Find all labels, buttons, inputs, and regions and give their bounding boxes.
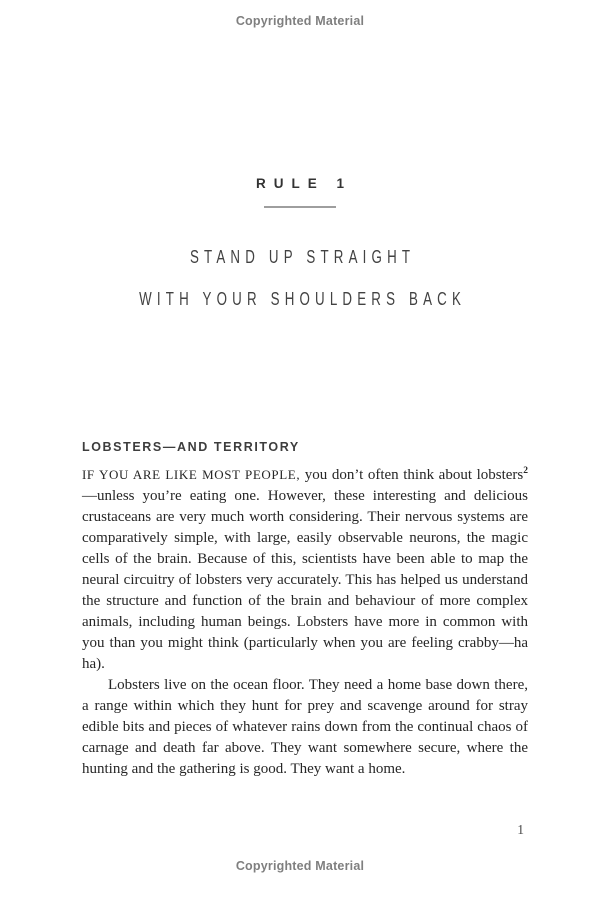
- copyright-notice-bottom: Copyrighted Material: [235, 859, 365, 873]
- paragraph-1-text-before-note: you don’t often think about lobsters: [300, 467, 524, 483]
- lead-in-small-caps: IF YOU ARE LIKE MOST PEOPLE,: [82, 467, 301, 482]
- chapter-title-line2: WITH YOUR SHOULDERS BACK: [139, 289, 467, 309]
- rule-number-kicker: RULE 1: [255, 176, 352, 191]
- divider-line: [264, 206, 336, 208]
- body-text: [82, 464, 528, 780]
- copyright-notice-top: Copyrighted Material: [235, 14, 365, 28]
- paragraph-1-text-after-note: —unless you’re eating one. However, these interesting and delicious crustaceans are very much worth considering. Their nervous systems are comparatively simple, with large, easily observable neurons, the magic cells of the brain. Because of this, scientists have been able to map the neural circuitry of lobsters very accurately. This has helped us understand the structure and function of the brain and behaviour of more complex animals, including human beings. Lobsters have more in common with you than you might think (particularly when you are feeling crabby—ha ha).: [82, 488, 528, 672]
- chapter-title-line1: STAND UP STRAIGHT: [189, 247, 416, 267]
- page-number: 1: [517, 822, 524, 837]
- chapter-title: [0, 236, 600, 320]
- section-heading: LOBSTERS—AND TERRITORY: [82, 440, 300, 454]
- footnote-marker: 2: [523, 466, 528, 476]
- body-paragraph-1: [82, 464, 528, 675]
- body-paragraph-2: Lobsters live on the ocean floor. They need a home base down there, a range within which they hunt for prey and scavenge around for stray edible bits and pieces of whatever rains down from the continual chaos of carnage and death far above. They want somewhere secure, where the hunting and the gathering is good. They want a home.: [82, 677, 528, 777]
